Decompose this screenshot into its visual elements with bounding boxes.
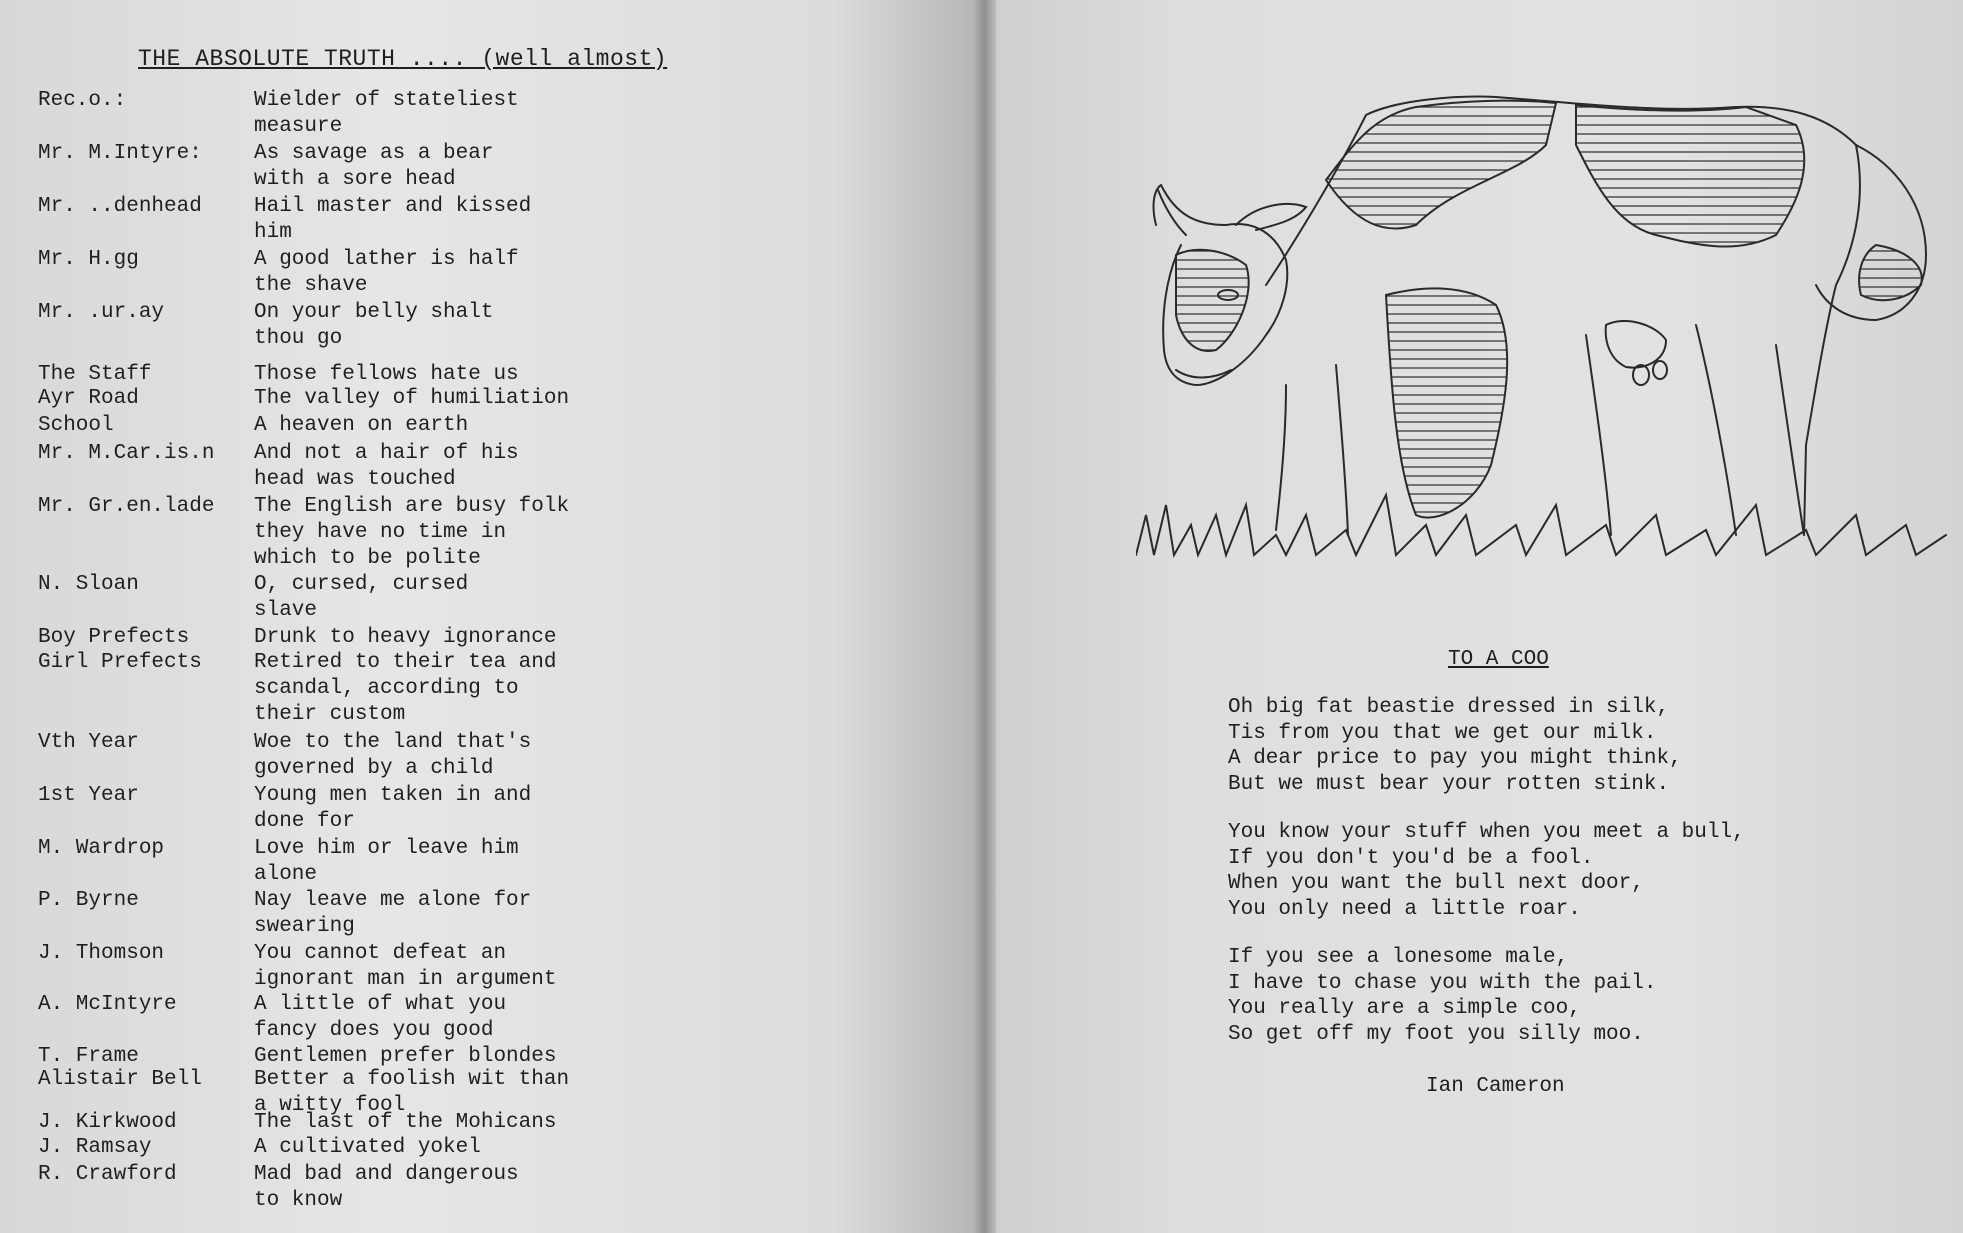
- page-title: THE ABSOLUTE TRUTH .... (well almost): [138, 46, 668, 72]
- entry-quote: Love him or leave him alone: [254, 837, 519, 886]
- left-page: [0, 0, 980, 1233]
- poem-stanza-3: If you see a lonesome male, I have to chase you with the pail. You really are a simple coo, So get off my foot you silly moo.: [1228, 946, 1657, 1046]
- cow-drawing: [1136, 85, 1956, 605]
- entry-person: Mr. .ur.ay: [38, 301, 165, 324]
- entry-person: J. Kirkwood: [38, 1111, 177, 1134]
- entry-quote: Drunk to heavy ignorance: [254, 626, 557, 649]
- poem-signature: Ian Cameron: [1426, 1075, 1565, 1098]
- entry-quote: Nay leave me alone for swearing: [254, 889, 532, 938]
- poem-stanza-1: Oh big fat beastie dressed in silk, Tis from you that we get our milk. A dear price to pay you might think, But we must bear your rotten stink.: [1228, 696, 1682, 796]
- entry-quote: A cultivated yokel: [254, 1136, 481, 1159]
- poem-title: TO A COO: [1448, 648, 1549, 671]
- entry-person: School: [38, 414, 114, 437]
- entry-person: Mr. M.Car.is.n: [38, 442, 215, 465]
- entry-quote: Retired to their tea and scandal, according to their custom: [254, 651, 557, 726]
- entry-quote: Hail master and kissed him: [254, 195, 532, 244]
- right-page: [996, 0, 1963, 1233]
- entry-quote: Young men taken in and done for: [254, 784, 532, 833]
- entry-person: R. Crawford: [38, 1163, 177, 1186]
- entry-quote: Those fellows hate us: [254, 363, 519, 386]
- entry-person: J. Ramsay: [38, 1136, 152, 1159]
- entry-quote: Wielder of stateliest measure: [254, 89, 519, 138]
- entry-person: Vth Year: [38, 731, 139, 754]
- entry-quote: And not a hair of his head was touched: [254, 442, 519, 491]
- entry-quote: Gentlemen prefer blondes: [254, 1045, 557, 1068]
- entry-quote: The last of the Mohicans: [254, 1111, 557, 1134]
- entry-quote: A good lather is half the shave: [254, 248, 519, 297]
- entry-quote: The valley of humiliation: [254, 387, 570, 410]
- entry-quote: The English are busy folk they have no time in which to be polite: [254, 495, 570, 570]
- entry-person: Mr. H.gg: [38, 248, 139, 271]
- entry-person: The Staff: [38, 363, 152, 386]
- entry-person: Mr. M.Intyre:: [38, 142, 202, 165]
- poem-stanza-2: You know your stuff when you meet a bull, If you don't you'd be a fool. When you want the bull next door, You only need a little roar.: [1228, 821, 1745, 921]
- entry-person: Mr. Gr.en.lade: [38, 495, 215, 518]
- entry-person: 1st Year: [38, 784, 139, 807]
- entry-person: Ayr Road: [38, 387, 139, 410]
- entry-person: M. Wardrop: [38, 837, 165, 860]
- entry-quote: On your belly shalt thou go: [254, 301, 494, 350]
- entry-quote: A heaven on earth: [254, 414, 469, 437]
- entry-person: N. Sloan: [38, 573, 139, 596]
- entry-person: A. McIntyre: [38, 993, 177, 1016]
- entry-person: Rec.o.:: [38, 89, 127, 112]
- entry-person: J. Thomson: [38, 942, 165, 965]
- entry-person: P. Byrne: [38, 889, 139, 912]
- book-gutter: [972, 0, 996, 1233]
- entry-person: Mr. ..denhead: [38, 195, 202, 218]
- entry-quote: Better a foolish wit than a witty fool: [254, 1068, 570, 1117]
- entry-person: T. Frame: [38, 1045, 139, 1068]
- entry-quote: You cannot defeat an ignorant man in argument: [254, 942, 557, 991]
- entry-quote: Mad bad and dangerous to know: [254, 1163, 519, 1212]
- entry-person: Alistair Bell: [38, 1068, 202, 1091]
- entry-quote: A little of what you fancy does you good: [254, 993, 507, 1042]
- entry-quote: O, cursed, cursed slave: [254, 573, 469, 622]
- entry-quote: As savage as a bear with a sore head: [254, 142, 494, 191]
- entry-quote: Woe to the land that's governed by a child: [254, 731, 532, 780]
- entry-person: Girl Prefects: [38, 651, 202, 674]
- entry-person: Boy Prefects: [38, 626, 190, 649]
